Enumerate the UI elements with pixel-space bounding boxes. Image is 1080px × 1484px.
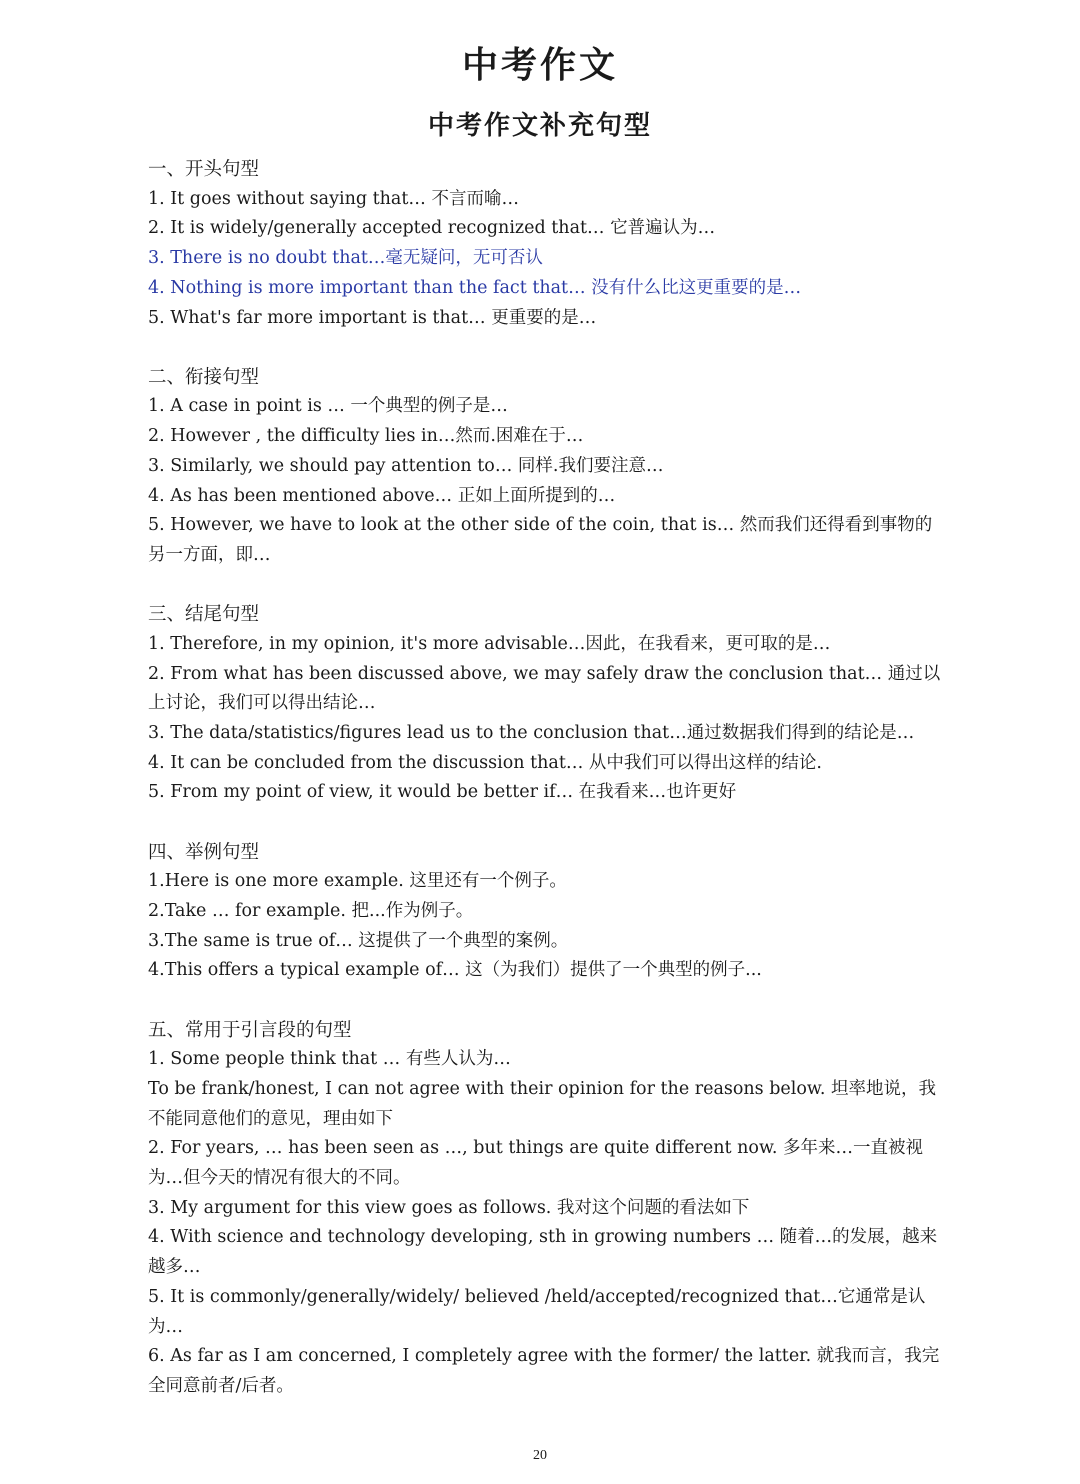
content-area [148, 155, 948, 1402]
list-item: 5. However, we have to look at the other side of the coin, that is… 然而我们还得看到事物的另一方面，即… [148, 515, 933, 565]
list-item-highlighted: 4. Nothing is more important than the fact that… 没有什么比这更重要的是… [148, 277, 802, 298]
list-item: 5. What's far more important is that… 更重要的是… [148, 307, 597, 328]
list-item: 3. The data/statistics/figures lead us to the conclusion that…通过数据我们得到的结论是… [148, 722, 915, 743]
page-subtitle: 中考作文补充句型 [427, 111, 652, 141]
list-item: To be frank/honest, I can not agree with their opinion for the reasons below. 坦率地说，我不能同意他们的意见，理由如下 [148, 1078, 936, 1129]
list-item: 4. As has been mentioned above… 正如上面所提到的… [148, 485, 616, 506]
list-item: 2. From what has been discussed above, we may safely draw the conclusion that… 通过以上讨论，我们可以得出结论… [148, 663, 941, 714]
section-heading: 三、结尾句型 [148, 604, 260, 626]
section-heading: 一、开头句型 [148, 159, 260, 180]
section-examples [148, 838, 948, 987]
list-item: 2. However , the difficulty lies in…然而.困难在于… [148, 426, 584, 447]
list-item: 3.The same is true of… 这提供了一个典型的案例。 [148, 930, 569, 951]
section-heading: 二、衔接句型 [148, 366, 260, 388]
list-item: 1. It goes without saying that… 不言而喻… [148, 188, 519, 209]
list-item: 3. My argument for this view goes as follows. 我对这个问题的看法如下 [148, 1197, 750, 1218]
list-item: 2. For years, … has been seen as …, but things are quite different now. 多年来…一直被视为…但今天的情况有很大的不同。 [148, 1138, 923, 1189]
section-ending [148, 600, 948, 808]
list-item: 2.Take … for example. 把...作为例子。 [148, 900, 474, 921]
section-heading: 四、举例句型 [148, 841, 260, 863]
list-item: 4. It can be concluded from the discussion that… 从中我们可以得出这样的结论. [148, 752, 822, 773]
section-transition [148, 363, 948, 571]
list-item: 1. A case in point is … 一个典型的例子是… [148, 396, 508, 417]
list-item-highlighted: 3. There is no doubt that…毫无疑问，无可否认 [148, 248, 543, 269]
list-item: 2. It is widely/generally accepted recognized that… 它普遍认为… [148, 218, 716, 239]
list-item: 5. It is commonly/generally/widely/ believed /held/accepted/recognized that…它通常是认为… [148, 1286, 926, 1337]
list-item: 1. Some people think that … 有些人认为… [148, 1049, 511, 1070]
section-opening [148, 155, 948, 333]
section-introduction [148, 1016, 948, 1402]
list-item: 4.This offers a typical example of… 这（为我们）提供了一个典型的例子... [148, 960, 762, 981]
section-heading: 五、常用于引言段的句型 [148, 1019, 352, 1041]
page-number: 20 [533, 1448, 547, 1463]
list-item: 4. With science and technology developing, sth in growing numbers … 随着…的发展，越来越多… [148, 1227, 938, 1278]
list-item: 5. From my point of view, it would be better if… 在我看来…也许更好 [148, 782, 737, 803]
list-item: 1. Therefore, in my opinion, it's more advisable…因此，在我看来，更可取的是… [148, 633, 831, 654]
list-item: 1.Here is one more example. 这里还有一个例子。 [148, 871, 567, 892]
page-title: 中考作文 [461, 44, 618, 86]
list-item: 6. As far as I am concerned, I completely agree with the former/ the latter. 就我而言，我完全同意前者/后者。 [148, 1346, 940, 1396]
list-item: 3. Similarly, we should pay attention to… 同样.我们要注意… [148, 455, 664, 476]
